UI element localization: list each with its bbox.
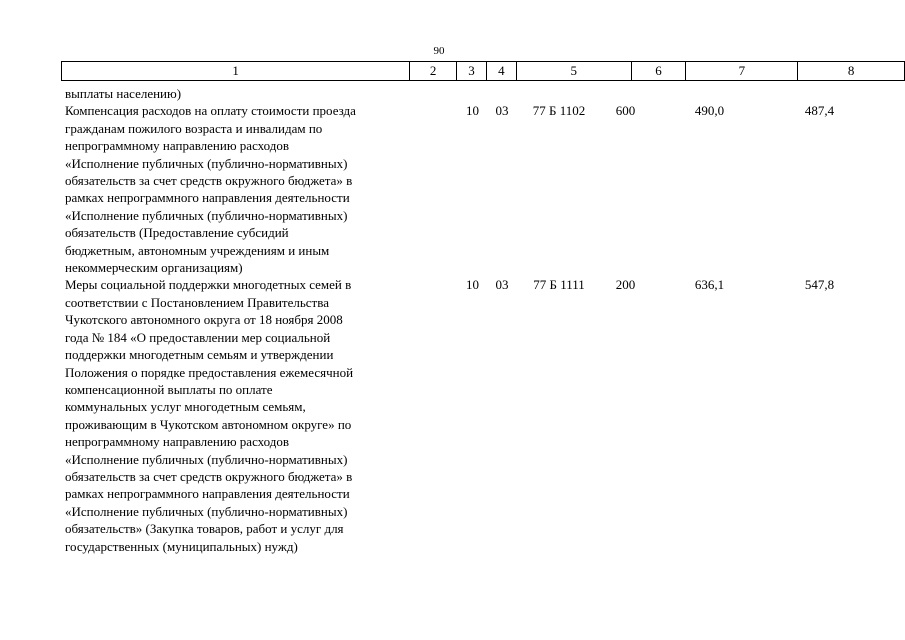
- section-code: 10: [466, 103, 479, 119]
- executed-amount: 547,8: [804, 277, 835, 293]
- subsection-code: 03: [495, 277, 509, 293]
- row-description: Меры социальной поддержки многодетных семей в соответствии с Постановлением Правительства Чукотского автономного округа от 18 ноября 2008 года № 184 «О предоставлении мер социальной поддержки многодетным семьям и утверждении Положения о порядке предоставления ежемесячной компенсационной выплаты по оплате коммунальных услуг многодетным семьям, проживающим в Чукотском автономном округе» по непрограммному направлению расходов «Исполнение публичных (публично-нормативных) обязательств за счет средств окружного бюджета» в рамках непрограммного направления деятельности «Исполнение публичных (публично-нормативных) обязательств» (Закупка товаров, работ и услуг для государственных (муниципальных) нужд): [65, 277, 354, 554]
- column-header-4: 4: [486, 62, 516, 81]
- page-number: 90: [433, 45, 445, 57]
- column-header-row: [62, 62, 905, 81]
- target-article-code: 77 Б 1111: [533, 277, 585, 293]
- row-description: Компенсация расходов на оплату стоимости проезда гражданам пожилого возраста и инвалидам по непрограммному направлению расходов «Исполнение публичных (публично-нормативных) обязательств за счет средств окружного бюджета» в рамках непрограммного направления деятельности «Исполнение публичных (публично-нормативных) обязательств (Предоставление субсидий бюджетным, автономным учреждениям и иным некоммерческим организациям): [65, 103, 356, 276]
- column-header-3: 3: [457, 62, 487, 81]
- executed-amount: 487,4: [804, 103, 835, 119]
- target-article-code: 77 Б 1102: [532, 103, 586, 119]
- column-header-6: 6: [631, 62, 686, 81]
- column-header-7: 7: [686, 62, 798, 81]
- column-header-1: 1: [62, 62, 410, 81]
- section-code: 10: [466, 277, 479, 293]
- column-header-2: 2: [410, 62, 457, 81]
- subsection-code: 03: [495, 103, 509, 119]
- table-row: [65, 276, 877, 555]
- column-header-8: 8: [798, 62, 905, 81]
- expense-type-code: 200: [615, 277, 636, 293]
- column-header-table: [61, 61, 905, 81]
- expense-type-code: 600: [615, 103, 636, 119]
- table-row: [65, 102, 877, 276]
- table-row: [65, 85, 877, 102]
- planned-amount: 636,1: [694, 277, 725, 293]
- column-header-5: 5: [516, 62, 631, 81]
- table-body: [65, 85, 877, 555]
- row-description: выплаты населению): [65, 86, 182, 101]
- planned-amount: 490,0: [694, 103, 725, 119]
